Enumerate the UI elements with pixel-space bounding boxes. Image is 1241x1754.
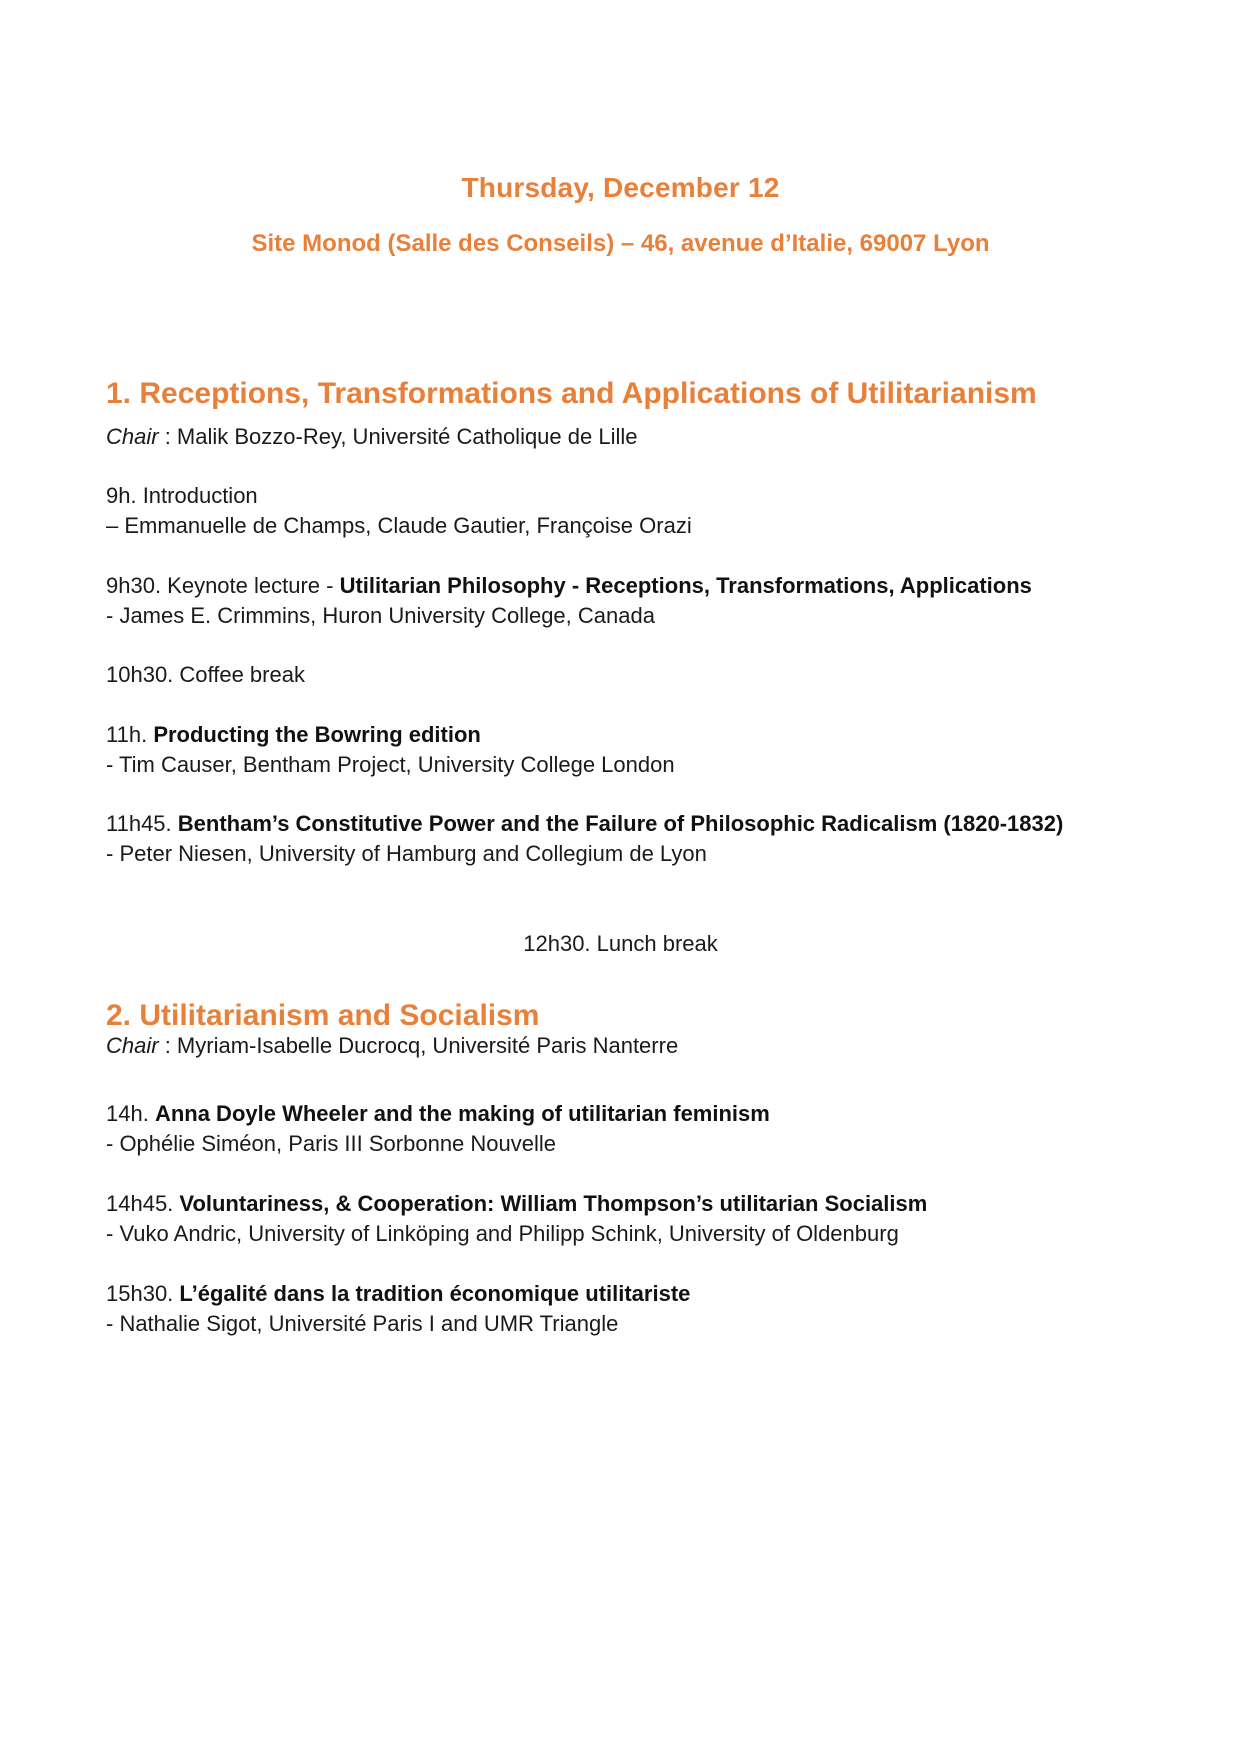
session-speaker: - Tim Causer, Bentham Project, University College London	[106, 752, 675, 777]
session-title: Producting the Bowring edition	[153, 722, 481, 747]
coffee-break: 10h30. Coffee break	[106, 662, 305, 687]
session-line	[106, 809, 1063, 839]
session-time-label: 11h.	[106, 722, 154, 747]
lunch-break: 12h30. Lunch break	[523, 931, 718, 956]
day-title: Thursday, December 12	[461, 172, 780, 203]
session-title: Bentham’s Constitutive Power and the Failure of Philosophic Radicalism (1820-1832)	[177, 811, 1064, 836]
section-1-title: 1. Receptions, Transformations and Applications of Utilitarianism	[106, 377, 1037, 410]
session-speaker: - Nathalie Sigot, Université Paris I and UMR Triangle	[106, 1311, 619, 1336]
session-title: Anna Doyle Wheeler and the making of utilitarian feminism	[154, 1101, 770, 1126]
session-time-label: 9h30. Keynote lecture -	[106, 573, 340, 598]
session-time-label: 9h. Introduction	[106, 483, 258, 508]
session-line	[106, 720, 481, 750]
chair-label: Chair	[106, 1033, 159, 1058]
session-line	[106, 571, 1032, 601]
session-line	[106, 1279, 690, 1309]
session-speaker: – Emmanuelle de Champs, Claude Gautier, Françoise Orazi	[106, 513, 692, 538]
session-title: Utilitarian Philosophy - Receptions, Transformations, Applications	[339, 573, 1032, 598]
chair-name: : Malik Bozzo-Rey, Université Catholique de Lille	[158, 424, 638, 449]
session-line	[106, 1099, 770, 1129]
session-speaker: - James E. Crimmins, Huron University College, Canada	[106, 603, 655, 628]
chair-name: : Myriam-Isabelle Ducrocq, Université Paris Nanterre	[158, 1033, 679, 1058]
section-2-title: 2. Utilitarianism and Socialism	[106, 999, 540, 1032]
session-time-label: 11h45.	[106, 811, 178, 836]
session-title: L’égalité dans la tradition économique utilitariste	[179, 1281, 691, 1306]
venue-line: Site Monod (Salle des Conseils) – 46, avenue d’Italie, 69007 Lyon	[251, 230, 990, 257]
session-speaker: - Peter Niesen, University of Hamburg and Collegium de Lyon	[106, 841, 707, 866]
session-time-label: 15h30.	[106, 1281, 180, 1306]
session-line	[106, 1189, 927, 1219]
session-time-label: 14h45.	[106, 1191, 180, 1216]
session-time	[106, 481, 258, 511]
chair-label: Chair	[106, 424, 159, 449]
section-1-chair	[106, 422, 638, 452]
session-time-label: 14h.	[106, 1101, 155, 1126]
session-speaker: - Ophélie Siméon, Paris III Sorbonne Nouvelle	[106, 1131, 557, 1156]
session-speaker: - Vuko Andric, University of Linköping and Philipp Schink, University of Oldenburg	[106, 1221, 899, 1246]
session-title: Voluntariness, & Cooperation: William Thompson’s utilitarian Socialism	[179, 1191, 928, 1216]
section-2-chair	[106, 1031, 678, 1061]
